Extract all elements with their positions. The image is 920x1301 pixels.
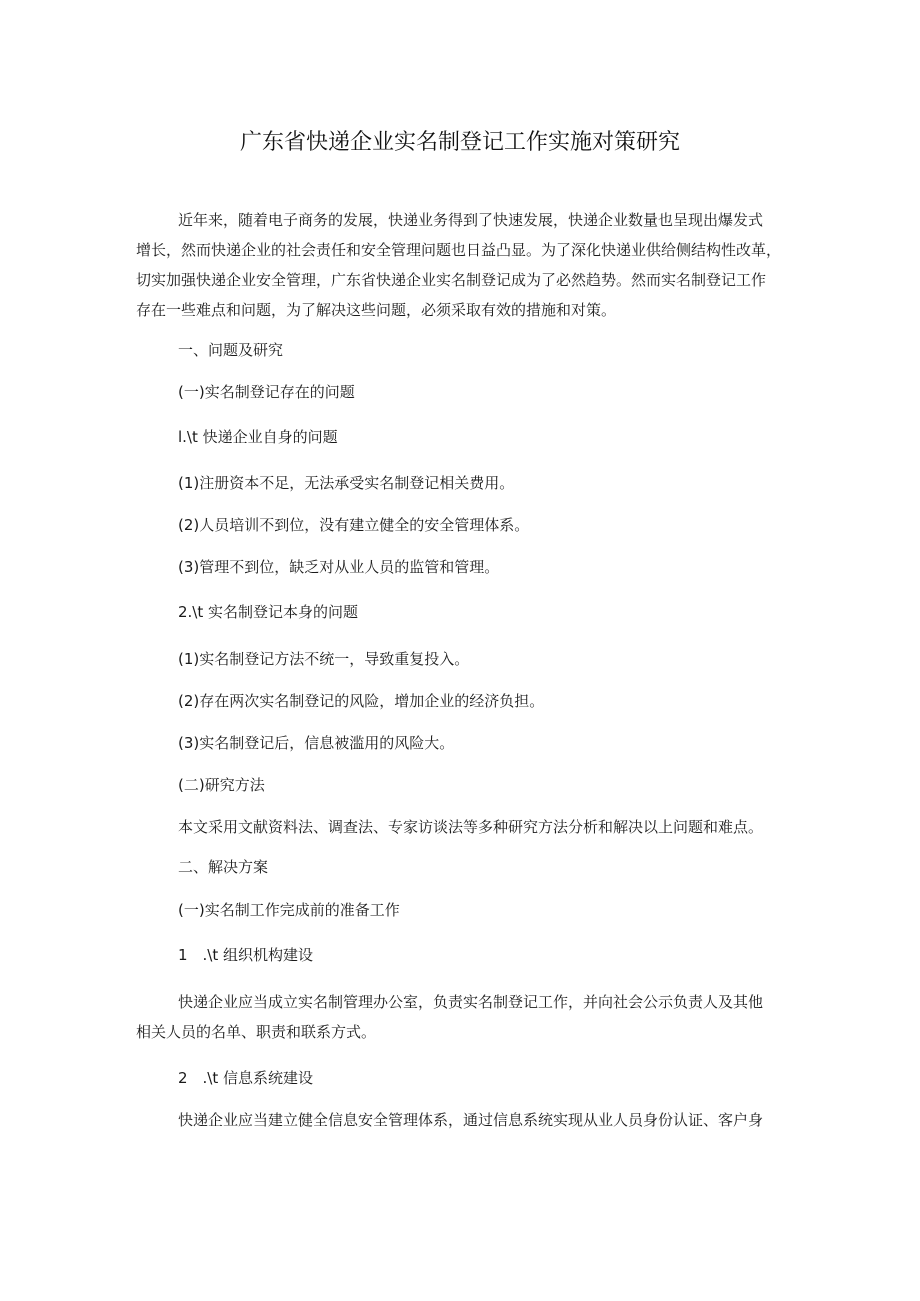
- item4-heading: 2 .\t 信息系统建设: [178, 1069, 314, 1087]
- sub2-text: 本文采用文献资料法、调查法、专家访谈法等多种研究方法分析和解决以上问题和难点。: [178, 818, 764, 836]
- item2-point-3: (3)实名制登记后，信息被滥用的风险大。: [178, 734, 455, 752]
- item2-heading: 2.\t 实名制登记本身的问题: [178, 603, 359, 621]
- document-title: 广东省快递企业实名制登记工作实施对策研究: [239, 130, 680, 155]
- item4-line-1: 快递企业应当建立健全信息安全管理体系，通过信息系统实现从业人员身份认证、客户身: [178, 1111, 764, 1129]
- item1-point-2: (2)人员培训不到位，没有建立健全的安全管理体系。: [178, 516, 530, 534]
- item1-point-3: (3)管理不到位，缺乏对从业人员的监管和管理。: [178, 558, 500, 576]
- item3-line-2: 相关人员的名单、职责和联系方式。: [136, 1023, 377, 1041]
- item2-point-2: (2)存在两次实名制登记的风险，增加企业的经济负担。: [178, 692, 545, 710]
- sub1-heading: (一)实名制登记存在的问题: [178, 383, 355, 401]
- sub3-heading: (一)实名制工作完成前的准备工作: [178, 901, 400, 919]
- sub2-heading: (二)研究方法: [178, 776, 265, 794]
- intro-line-3: 切实加强快递企业安全管理，广东省快递企业实名制登记成为了必然趋势。然而实名制登记工作: [136, 271, 767, 289]
- section1-heading: 一、问题及研究: [178, 341, 284, 359]
- item2-point-1: (1)实名制登记方法不统一，导致重复投入。: [178, 650, 470, 668]
- intro-line-2: 增长，然而快递企业的社会责任和安全管理问题也日益凸显。为了深化快递业供给侧结构性改革，: [136, 241, 782, 259]
- section2-heading: 二、解决方案: [178, 858, 269, 876]
- item3-line-1: 快递企业应当成立实名制管理办公室，负责实名制登记工作，并向社会公示负责人及其他: [178, 993, 764, 1011]
- item1-point-1: (1)注册资本不足，无法承受实名制登记相关费用。: [178, 474, 515, 492]
- intro-line-1: 近年来，随着电子商务的发展，快递业务得到了快速发展，快递企业数量也呈现出爆发式: [178, 211, 764, 229]
- item1-heading: l.\t 快递企业自身的问题: [178, 428, 338, 446]
- item3-heading: 1 .\t 组织机构建设: [178, 946, 314, 964]
- intro-line-4: 存在一些难点和问题，为了解决这些问题，必须采取有效的措施和对策。: [136, 301, 617, 319]
